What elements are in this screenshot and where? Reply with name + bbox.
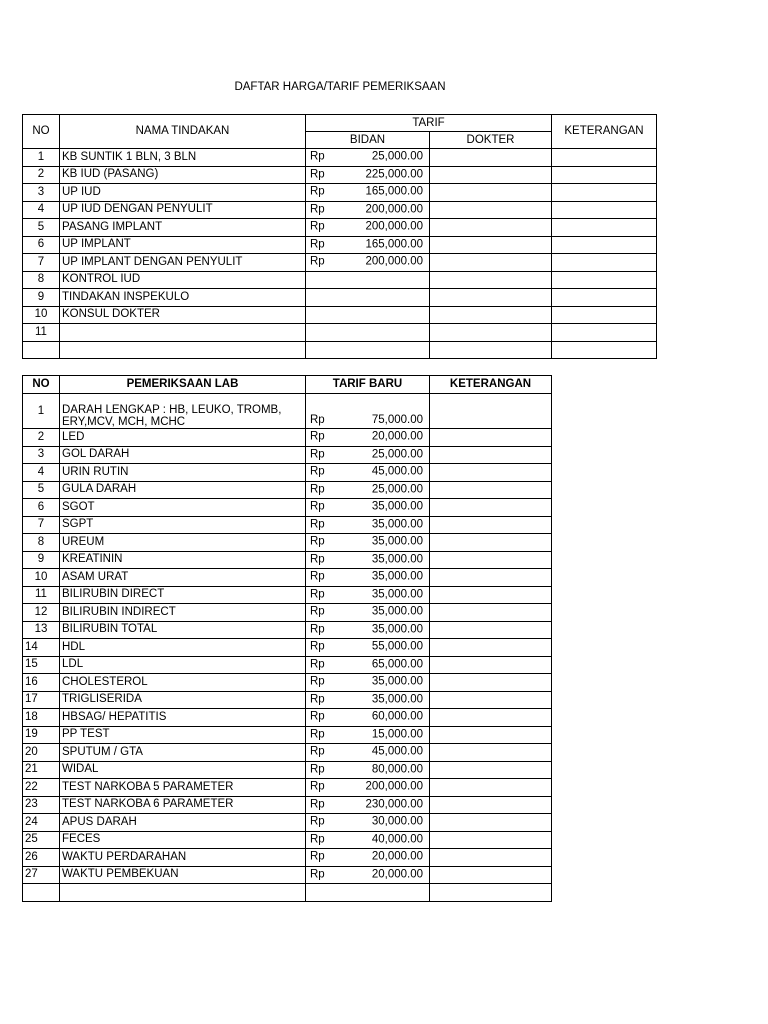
tarif-amount: 45,000.00: [371, 745, 423, 758]
header-tarif-baru: TARIF BARU: [306, 376, 430, 394]
tarif-amount: 40,000.00: [371, 833, 423, 846]
header-keterangan: KETERANGAN: [430, 376, 552, 394]
tarif-amount: 35,000.00: [371, 518, 423, 531]
row-tarif-bidan: [306, 254, 430, 272]
tarif-amount: 35,000.00: [371, 675, 423, 688]
row-keterangan: [430, 691, 552, 709]
currency-label: Rp: [310, 150, 325, 163]
currency-label: Rp: [310, 168, 325, 181]
row-tarif-baru: [306, 831, 430, 849]
currency-label: Rp: [310, 710, 325, 723]
table-row: [23, 761, 552, 779]
row-keterangan: [430, 516, 552, 534]
row-keterangan: [430, 761, 552, 779]
row-no: 12: [23, 604, 60, 622]
currency-label: Rp: [310, 570, 325, 583]
row-tarif-baru: [306, 726, 430, 744]
row-nama-tindakan: TINDAKAN INSPEKULO: [60, 289, 306, 307]
currency-label: Rp: [310, 868, 325, 881]
row-keterangan: [430, 551, 552, 569]
row-tarif-baru: [306, 569, 430, 587]
row-pemeriksaan: BILIRUBIN INDIRECT: [60, 604, 306, 622]
currency-label: Rp: [310, 518, 325, 531]
header-no: NO: [23, 376, 60, 394]
row-keterangan: [430, 656, 552, 674]
row-keterangan: [552, 201, 657, 219]
row-keterangan: [430, 499, 552, 517]
table-row: [23, 149, 657, 167]
row-no: 15: [23, 656, 60, 674]
row-pemeriksaan: FECES: [60, 831, 306, 849]
currency-label: Rp: [310, 255, 325, 268]
row-no: 18: [23, 709, 60, 727]
row-keterangan: [430, 639, 552, 657]
row-tarif-dokter: [430, 184, 552, 202]
row-no: 10: [23, 306, 60, 324]
row-tarif-baru: [306, 656, 430, 674]
currency-label: Rp: [310, 833, 325, 846]
row-nama-tindakan: KB SUNTIK 1 BLN, 3 BLN: [60, 149, 306, 167]
tarif-amount: 60,000.00: [371, 710, 423, 723]
row-tarif-dokter: [430, 254, 552, 272]
row-keterangan: [430, 569, 552, 587]
row-tarif-baru: [306, 621, 430, 639]
currency-label: Rp: [310, 728, 325, 741]
row-keterangan: [552, 149, 657, 167]
tarif-amount: 230,000.00: [365, 798, 423, 811]
tarif-amount: 35,000.00: [371, 693, 423, 706]
row-no: 6: [23, 499, 60, 517]
row-tarif-baru: [306, 744, 430, 762]
row-no: 26: [23, 849, 60, 867]
tarif-amount: 225,000.00: [365, 168, 423, 181]
currency-label: Rp: [310, 588, 325, 601]
document-title: DAFTAR HARGA/TARIF PEMERIKSAAN: [234, 81, 446, 93]
row-tarif-baru: [306, 761, 430, 779]
row-keterangan: [430, 429, 552, 447]
table-row: [23, 184, 657, 202]
row-tarif-dokter: [430, 219, 552, 237]
row-no: 6: [23, 236, 60, 254]
currency-label: Rp: [310, 448, 325, 461]
row-tarif-dokter: [430, 271, 552, 289]
tarif-amount: 200,000.00: [365, 220, 423, 233]
tarif-amount: 25,000.00: [371, 150, 423, 163]
row-keterangan: [552, 219, 657, 237]
row-nama-tindakan: UP IMPLANT DENGAN PENYULIT: [60, 254, 306, 272]
currency-label: Rp: [310, 798, 325, 811]
row-nama-tindakan: UP IMPLANT: [60, 236, 306, 254]
table-row: [23, 166, 657, 184]
tarif-amount: 65,000.00: [371, 658, 423, 671]
row-pemeriksaan: WAKTU PEMBEKUAN: [60, 866, 306, 884]
currency-label: Rp: [310, 605, 325, 618]
row-tarif-dokter: [430, 236, 552, 254]
table-row: [23, 691, 552, 709]
row-no: [23, 884, 60, 902]
row-tarif-bidan: [306, 201, 430, 219]
row-tarif-baru: [306, 429, 430, 447]
row-keterangan: [430, 866, 552, 884]
row-no: 1: [23, 394, 60, 429]
row-no: 13: [23, 621, 60, 639]
row-no: 23: [23, 796, 60, 814]
row-tarif-dokter: [430, 201, 552, 219]
table-row: [23, 884, 552, 902]
row-nama-tindakan: UP IUD DENGAN PENYULIT: [60, 201, 306, 219]
tarif-amount: 35,000.00: [371, 605, 423, 618]
row-tarif-baru: [306, 604, 430, 622]
row-keterangan: [552, 166, 657, 184]
header-tarif: TARIF: [306, 115, 552, 132]
row-no: 9: [23, 551, 60, 569]
table-row: [23, 306, 657, 324]
row-tarif-baru: [306, 394, 430, 429]
row-keterangan: [430, 884, 552, 902]
row-tarif-baru: [306, 691, 430, 709]
row-tarif-bidan: [306, 324, 430, 342]
table-row: [23, 674, 552, 692]
table-row: [23, 569, 552, 587]
tarif-amount: 35,000.00: [371, 553, 423, 566]
row-nama-tindakan: UP IUD: [60, 184, 306, 202]
row-tarif-baru: [306, 639, 430, 657]
header-bidan: BIDAN: [306, 132, 430, 149]
row-keterangan: [430, 709, 552, 727]
row-no: 10: [23, 569, 60, 587]
row-tarif-baru: [306, 586, 430, 604]
currency-label: Rp: [310, 658, 325, 671]
row-keterangan: [430, 831, 552, 849]
row-tarif-baru: [306, 866, 430, 884]
row-pemeriksaan: SGPT: [60, 516, 306, 534]
currency-label: Rp: [310, 500, 325, 513]
tarif-amount: 55,000.00: [371, 640, 423, 653]
row-pemeriksaan: ASAM URAT: [60, 569, 306, 587]
table-row: [23, 831, 552, 849]
row-pemeriksaan: HBSAG/ HEPATITIS: [60, 709, 306, 727]
row-tarif-baru: [306, 849, 430, 867]
tarif-amount: 200,000.00: [365, 780, 423, 793]
row-no: 24: [23, 814, 60, 832]
row-pemeriksaan: [60, 884, 306, 902]
table-row: [23, 236, 657, 254]
table-row: [23, 219, 657, 237]
table-row: [23, 796, 552, 814]
row-tarif-dokter: [430, 324, 552, 342]
tarif-amount: 200,000.00: [365, 255, 423, 268]
row-keterangan: [552, 341, 657, 359]
table-row: [23, 464, 552, 482]
tarif-amount: 35,000.00: [371, 500, 423, 513]
row-tarif-bidan: [306, 166, 430, 184]
row-nama-tindakan: [60, 324, 306, 342]
row-no: 2: [23, 166, 60, 184]
row-pemeriksaan: TEST NARKOBA 6 PARAMETER: [60, 796, 306, 814]
row-pemeriksaan: LDL: [60, 656, 306, 674]
table-row: [23, 604, 552, 622]
row-tarif-baru: [306, 884, 430, 902]
tarif-amount: 25,000.00: [371, 448, 423, 461]
currency-label: Rp: [310, 745, 325, 758]
row-keterangan: [430, 779, 552, 797]
currency-label: Rp: [310, 553, 325, 566]
row-no: 20: [23, 744, 60, 762]
currency-label: Rp: [310, 640, 325, 653]
currency-label: Rp: [310, 850, 325, 863]
table-row: [23, 814, 552, 832]
tarif-amount: 165,000.00: [365, 238, 423, 251]
currency-label: Rp: [310, 220, 325, 233]
row-pemeriksaan: LED: [60, 429, 306, 447]
tarif-amount: 75,000.00: [371, 414, 423, 426]
row-pemeriksaan: KREATININ: [60, 551, 306, 569]
row-tarif-bidan: [306, 236, 430, 254]
header-nama-tindakan: NAMA TINDAKAN: [60, 115, 306, 149]
row-no: 25: [23, 831, 60, 849]
row-pemeriksaan: CHOLESTEROL: [60, 674, 306, 692]
row-pemeriksaan: SPUTUM / GTA: [60, 744, 306, 762]
row-no: 2: [23, 429, 60, 447]
row-no: 17: [23, 691, 60, 709]
row-tarif-baru: [306, 499, 430, 517]
row-tarif-baru: [306, 534, 430, 552]
row-keterangan: [552, 289, 657, 307]
row-keterangan: [430, 534, 552, 552]
row-keterangan: [430, 464, 552, 482]
row-no: 7: [23, 516, 60, 534]
row-keterangan: [552, 236, 657, 254]
tarif-amount: 20,000.00: [371, 868, 423, 881]
row-pemeriksaan: SGOT: [60, 499, 306, 517]
table-row: [23, 849, 552, 867]
row-nama-tindakan: KB IUD (PASANG): [60, 166, 306, 184]
row-tarif-baru: [306, 674, 430, 692]
header-no: NO: [23, 115, 60, 149]
row-tarif-bidan: [306, 219, 430, 237]
table-row: [23, 534, 552, 552]
row-tarif-dokter: [430, 166, 552, 184]
table-row: [23, 586, 552, 604]
table-row: [23, 516, 552, 534]
tarif-amount: 30,000.00: [371, 815, 423, 828]
currency-label: Rp: [310, 693, 325, 706]
row-tarif-dokter: [430, 149, 552, 167]
currency-label: Rp: [310, 414, 325, 426]
row-pemeriksaan: GULA DARAH: [60, 481, 306, 499]
row-keterangan: [552, 254, 657, 272]
row-nama-tindakan: KONSUL DOKTER: [60, 306, 306, 324]
row-pemeriksaan: APUS DARAH: [60, 814, 306, 832]
currency-label: Rp: [310, 483, 325, 496]
row-pemeriksaan: URIN RUTIN: [60, 464, 306, 482]
tarif-amount: 80,000.00: [371, 763, 423, 776]
table-row: [23, 656, 552, 674]
currency-label: Rp: [310, 763, 325, 776]
row-pemeriksaan: UREUM: [60, 534, 306, 552]
currency-label: Rp: [310, 430, 325, 443]
row-pemeriksaan: GOL DARAH: [60, 446, 306, 464]
row-keterangan: [430, 726, 552, 744]
currency-label: Rp: [310, 675, 325, 688]
tarif-amount: 165,000.00: [365, 185, 423, 198]
row-no: 8: [23, 534, 60, 552]
table-row: [23, 446, 552, 464]
table-row: [23, 201, 657, 219]
row-nama-tindakan: PASANG IMPLANT: [60, 219, 306, 237]
tarif-amount: 35,000.00: [371, 570, 423, 583]
row-pemeriksaan: WAKTU PERDARAHAN: [60, 849, 306, 867]
row-tarif-bidan: [306, 341, 430, 359]
table-row: [23, 726, 552, 744]
row-no: 5: [23, 481, 60, 499]
tarif-amount: 200,000.00: [365, 203, 423, 216]
row-pemeriksaan: TEST NARKOBA 5 PARAMETER: [60, 779, 306, 797]
row-no: 9: [23, 289, 60, 307]
table-row: [23, 254, 657, 272]
currency-label: Rp: [310, 185, 325, 198]
tarif-amount: 20,000.00: [371, 430, 423, 443]
row-keterangan: [430, 796, 552, 814]
header-keterangan: KETERANGAN: [552, 115, 657, 149]
row-keterangan: [552, 324, 657, 342]
row-tarif-bidan: [306, 184, 430, 202]
table-row: [23, 621, 552, 639]
row-nama-tindakan: KONTROL IUD: [60, 271, 306, 289]
row-no: 14: [23, 639, 60, 657]
row-no: 11: [23, 586, 60, 604]
header-pemeriksaan-lab: PEMERIKSAAN LAB: [60, 376, 306, 394]
row-tarif-baru: [306, 709, 430, 727]
row-tarif-baru: [306, 464, 430, 482]
row-pemeriksaan: TRIGLISERIDA: [60, 691, 306, 709]
table-row: [23, 394, 552, 429]
row-no: 3: [23, 184, 60, 202]
table-row: [23, 341, 657, 359]
row-pemeriksaan: BILIRUBIN DIRECT: [60, 586, 306, 604]
row-tarif-dokter: [430, 289, 552, 307]
table-row: [23, 866, 552, 884]
row-no: 22: [23, 779, 60, 797]
row-pemeriksaan: WIDAL: [60, 761, 306, 779]
row-keterangan: [430, 604, 552, 622]
currency-label: Rp: [310, 465, 325, 478]
row-keterangan: [430, 446, 552, 464]
table-row: [23, 779, 552, 797]
row-no: 8: [23, 271, 60, 289]
table-row: [23, 481, 552, 499]
row-tarif-baru: [306, 481, 430, 499]
tarif-amount: 20,000.00: [371, 850, 423, 863]
row-tarif-dokter: [430, 341, 552, 359]
row-no: 4: [23, 464, 60, 482]
row-tarif-bidan: [306, 149, 430, 167]
row-tarif-baru: [306, 814, 430, 832]
table-row: [23, 289, 657, 307]
table-row: [23, 639, 552, 657]
row-keterangan: [430, 586, 552, 604]
header-dokter: DOKTER: [430, 132, 552, 149]
row-tarif-baru: [306, 796, 430, 814]
table-row: [23, 429, 552, 447]
row-tarif-baru: [306, 779, 430, 797]
row-tarif-baru: [306, 446, 430, 464]
row-keterangan: [552, 184, 657, 202]
row-no: [23, 341, 60, 359]
row-keterangan: [552, 271, 657, 289]
row-tarif-dokter: [430, 306, 552, 324]
table-row: [23, 744, 552, 762]
currency-label: Rp: [310, 238, 325, 251]
row-keterangan: [552, 306, 657, 324]
currency-label: Rp: [310, 623, 325, 636]
row-tarif-baru: [306, 551, 430, 569]
currency-label: Rp: [310, 203, 325, 216]
row-no: 11: [23, 324, 60, 342]
row-keterangan: [430, 674, 552, 692]
tarif-amount: 35,000.00: [371, 535, 423, 548]
row-tarif-bidan: [306, 306, 430, 324]
currency-label: Rp: [310, 535, 325, 548]
row-pemeriksaan: DARAH LENGKAP : HB, LEUKO, TROMB, ERY,MCV, MCH, MCHC: [60, 394, 306, 429]
row-no: 1: [23, 149, 60, 167]
tindakan-table: [22, 114, 657, 359]
row-keterangan: [430, 621, 552, 639]
tarif-amount: 15,000.00: [371, 728, 423, 741]
row-pemeriksaan: HDL: [60, 639, 306, 657]
table-row: [23, 499, 552, 517]
row-keterangan: [430, 481, 552, 499]
row-nama-tindakan: [60, 341, 306, 359]
tarif-amount: 45,000.00: [371, 465, 423, 478]
row-no: 3: [23, 446, 60, 464]
row-tarif-bidan: [306, 289, 430, 307]
row-tarif-bidan: [306, 271, 430, 289]
lab-table: [22, 375, 552, 902]
row-keterangan: [430, 814, 552, 832]
row-tarif-baru: [306, 516, 430, 534]
table-row: [23, 551, 552, 569]
row-pemeriksaan: PP TEST: [60, 726, 306, 744]
row-no: 19: [23, 726, 60, 744]
row-keterangan: [430, 394, 552, 429]
table-row: [23, 709, 552, 727]
row-no: 27: [23, 866, 60, 884]
currency-label: Rp: [310, 815, 325, 828]
row-pemeriksaan: BILIRUBIN TOTAL: [60, 621, 306, 639]
tarif-amount: 25,000.00: [371, 483, 423, 496]
row-keterangan: [430, 849, 552, 867]
row-no: 5: [23, 219, 60, 237]
row-keterangan: [430, 744, 552, 762]
tarif-amount: 35,000.00: [371, 588, 423, 601]
row-no: 7: [23, 254, 60, 272]
tarif-amount: 35,000.00: [371, 623, 423, 636]
table-row: [23, 271, 657, 289]
currency-label: Rp: [310, 780, 325, 793]
row-no: 4: [23, 201, 60, 219]
row-no: 16: [23, 674, 60, 692]
table-row: [23, 324, 657, 342]
row-no: 21: [23, 761, 60, 779]
